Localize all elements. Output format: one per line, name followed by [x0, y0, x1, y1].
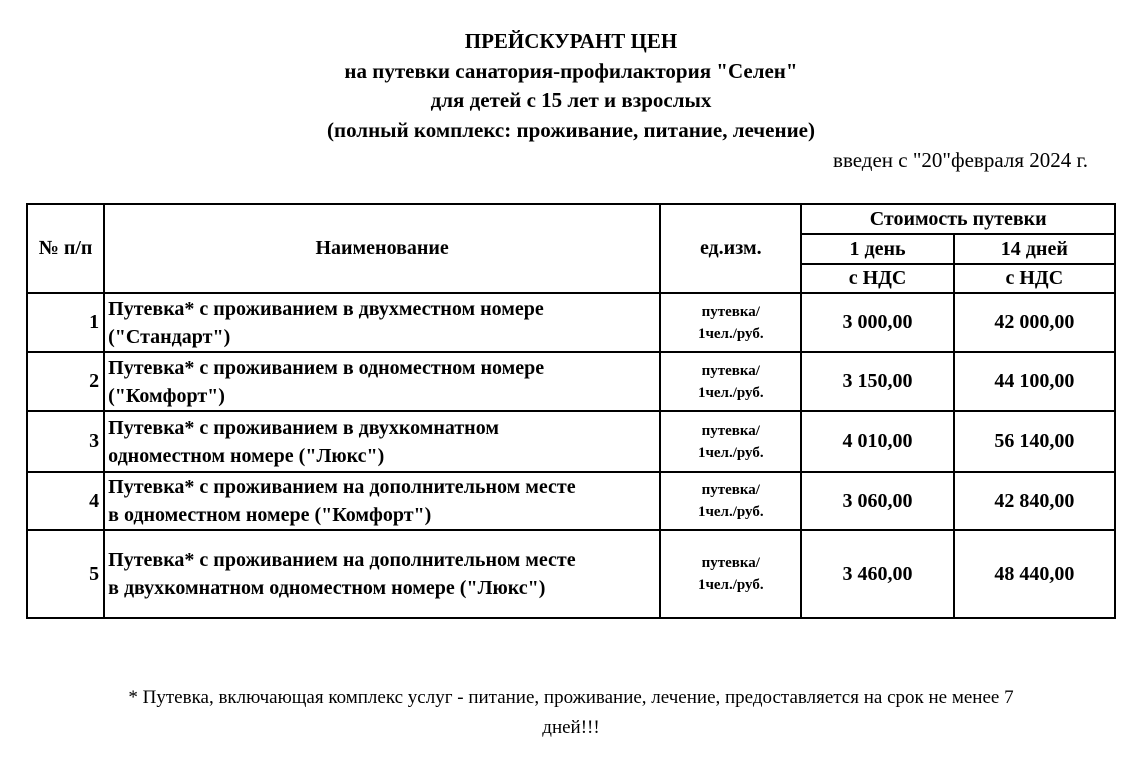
header-cost: Стоимость путевки [801, 204, 1115, 234]
table-row [27, 352, 1115, 411]
row-name [104, 293, 660, 352]
row-name-line: в одноместном номере ("Комфорт") [108, 504, 432, 526]
header-day14: 14 дней [954, 234, 1115, 264]
row-unit [660, 293, 801, 352]
row-name [104, 352, 660, 411]
row-price-day1: 4 010,00 [801, 411, 953, 472]
row-name-line: Путевка* с проживанием на дополнительном месте [108, 549, 576, 571]
row-price-day1: 3 460,00 [801, 530, 953, 618]
row-unit-line: путевка/ [701, 482, 760, 498]
row-price-day14: 42 000,00 [954, 293, 1115, 352]
row-price-day14: 48 440,00 [954, 530, 1115, 618]
title-line-4: (полный комплекс: проживание, питание, лечение) [326, 117, 815, 142]
row-unit-line: 1чел./руб. [697, 444, 764, 461]
row-price-day1: 3 150,00 [801, 352, 953, 411]
row-price-day14: 56 140,00 [954, 411, 1115, 472]
title-line-1: ПРЕЙСКУРАНТ ЦЕН [464, 29, 678, 53]
row-price-day14: 42 840,00 [954, 472, 1115, 530]
price-table [26, 203, 1116, 619]
row-name-line: в двухкомнатном одноместном номере ("Люкс") [108, 577, 546, 599]
table-row [27, 411, 1115, 472]
footnote-line-2: дней!!! [542, 717, 600, 738]
row-unit-line: путевка/ [701, 303, 760, 320]
row-unit-line: путевка/ [701, 555, 760, 571]
row-price-day1: 3 060,00 [801, 472, 953, 530]
table-row [27, 530, 1115, 618]
title-line-2: на путевки санатория-профилактория "Селен" [344, 58, 798, 83]
footnote-line-1: * Путевка, включающая комплекс услуг - питание, проживание, лечение, предоставляется на срок не менее 7 [128, 687, 1014, 708]
table-row [27, 293, 1115, 352]
row-name-line: Путевка* с проживанием на дополнительном месте [108, 476, 576, 498]
row-name [104, 411, 660, 472]
row-name-line: ("Комфорт") [108, 384, 225, 407]
row-unit-line: путевка/ [701, 422, 760, 439]
row-unit [660, 352, 801, 411]
row-unit-line: 1чел./руб. [697, 577, 764, 593]
row-name-line: Путевка* с проживанием в двухместном номере [108, 297, 544, 320]
row-price-day1: 3 000,00 [801, 293, 953, 352]
header-number: № п/п [27, 204, 104, 293]
row-unit [660, 472, 801, 530]
row-name [104, 472, 660, 530]
row-number: 5 [27, 530, 104, 618]
row-name-line: ("Стандарт") [108, 325, 231, 348]
table-header-row [27, 204, 1115, 234]
title-line-3: для детей с 15 лет и взрослых [430, 88, 712, 112]
row-number: 1 [27, 293, 104, 352]
row-unit-line: 1чел./руб. [697, 504, 764, 520]
row-unit-line: 1чел./руб. [697, 325, 764, 342]
row-number: 4 [27, 472, 104, 530]
header-unit: ед.изм. [660, 204, 801, 293]
row-number: 2 [27, 352, 104, 411]
row-unit [660, 530, 801, 618]
header-name: Наименование [104, 204, 660, 293]
row-name-line: одноместном номере ("Люкс") [108, 444, 385, 467]
header-vat-day14: с НДС [954, 264, 1115, 293]
row-name-line: Путевка* с проживанием в двухкомнатном [108, 416, 499, 439]
header-day1: 1 день [801, 234, 953, 264]
row-price-day14: 44 100,00 [954, 352, 1115, 411]
row-unit-line: путевка/ [701, 362, 760, 379]
header-vat-day1: с НДС [801, 264, 953, 293]
row-number: 3 [27, 411, 104, 472]
row-unit [660, 411, 801, 472]
table-row [27, 472, 1115, 530]
footnote [0, 683, 1142, 743]
row-name-line: Путевка* с проживанием в одноместном номере [108, 356, 545, 379]
effective-date: введен с "20"февраля 2024 г. [833, 148, 1088, 172]
document-title [0, 27, 1142, 145]
row-unit-line: 1чел./руб. [697, 384, 764, 401]
row-name [104, 530, 660, 618]
